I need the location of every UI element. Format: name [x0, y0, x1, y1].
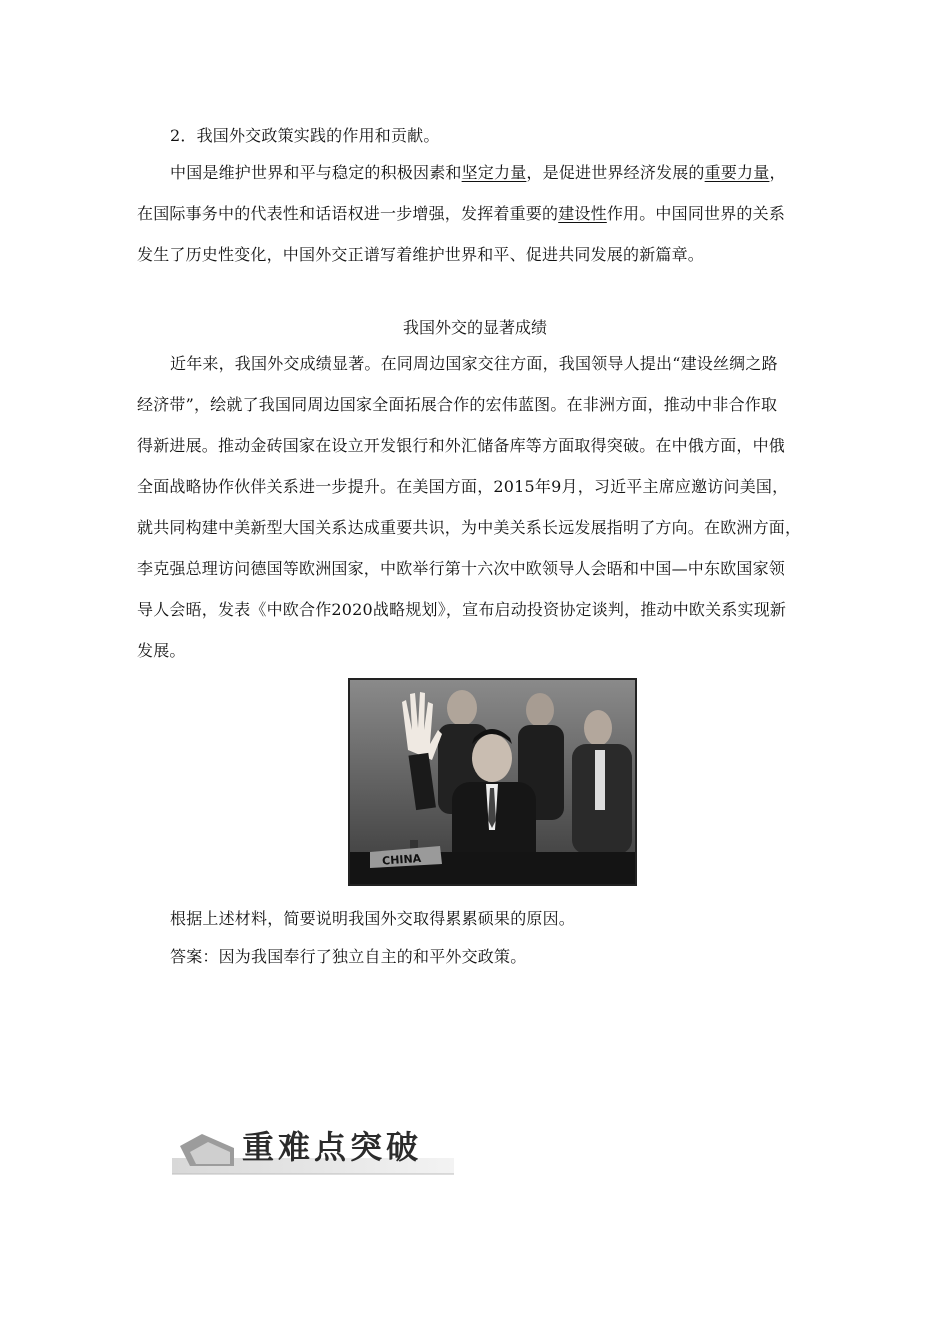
key-points-banner	[172, 1118, 457, 1180]
text-span: 作用。中国同世界的关系	[606, 204, 786, 223]
placard-label: CHINA	[381, 851, 422, 868]
underlined-term: 重要力量	[704, 163, 770, 182]
material-line: 近年来，我国外交成绩显著。在同周边国家交往方面，我国领导人提出“建设丝绸之路	[170, 354, 778, 373]
banner-graphic	[172, 1118, 457, 1180]
paragraph-line	[170, 163, 786, 183]
material-line: 经济带”，绘就了我国同周边国家全面拓展合作的宏伟蓝图。在非洲方面，推动中非合作取	[137, 395, 778, 414]
material-line: 导人会晤，发表《中欧合作2020战略规划》，宣布启动投资协定谈判，推动中欧关系实现新	[137, 600, 787, 619]
material-line: 发展。	[137, 641, 186, 660]
text-span: 在国际事务中的代表性和话语权进一步增强，发挥着重要的	[137, 204, 559, 223]
answer-text: 答案：因为我国奉行了独立自主的和平外交政策。	[170, 947, 527, 966]
material-line: 李克强总理访问德国等欧洲国家，中欧举行第十六次中欧领导人会晤和中国—中东欧国家领	[137, 559, 786, 578]
delegate-photo-illustration	[350, 680, 635, 884]
text-span: ，是促进世界经济发展的	[526, 163, 705, 182]
material-line: 就共同构建中美新型大国关系达成重要共识，为中美关系长远发展指明了方向。在欧洲方面，	[137, 518, 802, 537]
material-line: 全面战略协作伙伴关系进一步提升。在美国方面，2015年9月，习近平主席应邀访问美国，	[137, 477, 789, 496]
paragraph-line: 发生了历史性变化，中国外交正谱写着维护世界和平、促进共同发展的新篇章。	[137, 245, 705, 264]
underlined-term: 建设性	[558, 204, 607, 223]
paragraph-line	[137, 204, 785, 224]
text-span: ，	[769, 163, 786, 182]
material-line: 得新进展。推动金砖国家在设立开发银行和外汇储备库等方面取得突破。在中俄方面，中俄	[137, 436, 786, 455]
material-title: 我国外交的显著成绩	[402, 318, 547, 337]
text-span: 中国是维护世界和平与稳定的积极因素和	[170, 163, 462, 182]
question-text: 根据上述材料，简要说明我国外交取得累累硕果的原因。	[170, 909, 576, 928]
delegate-photo	[348, 678, 637, 886]
underlined-term: 坚定力量	[461, 163, 527, 182]
section-heading: 2．我国外交政策实践的作用和贡献。	[170, 126, 440, 145]
banner-title: 重难点突破	[242, 1128, 423, 1166]
